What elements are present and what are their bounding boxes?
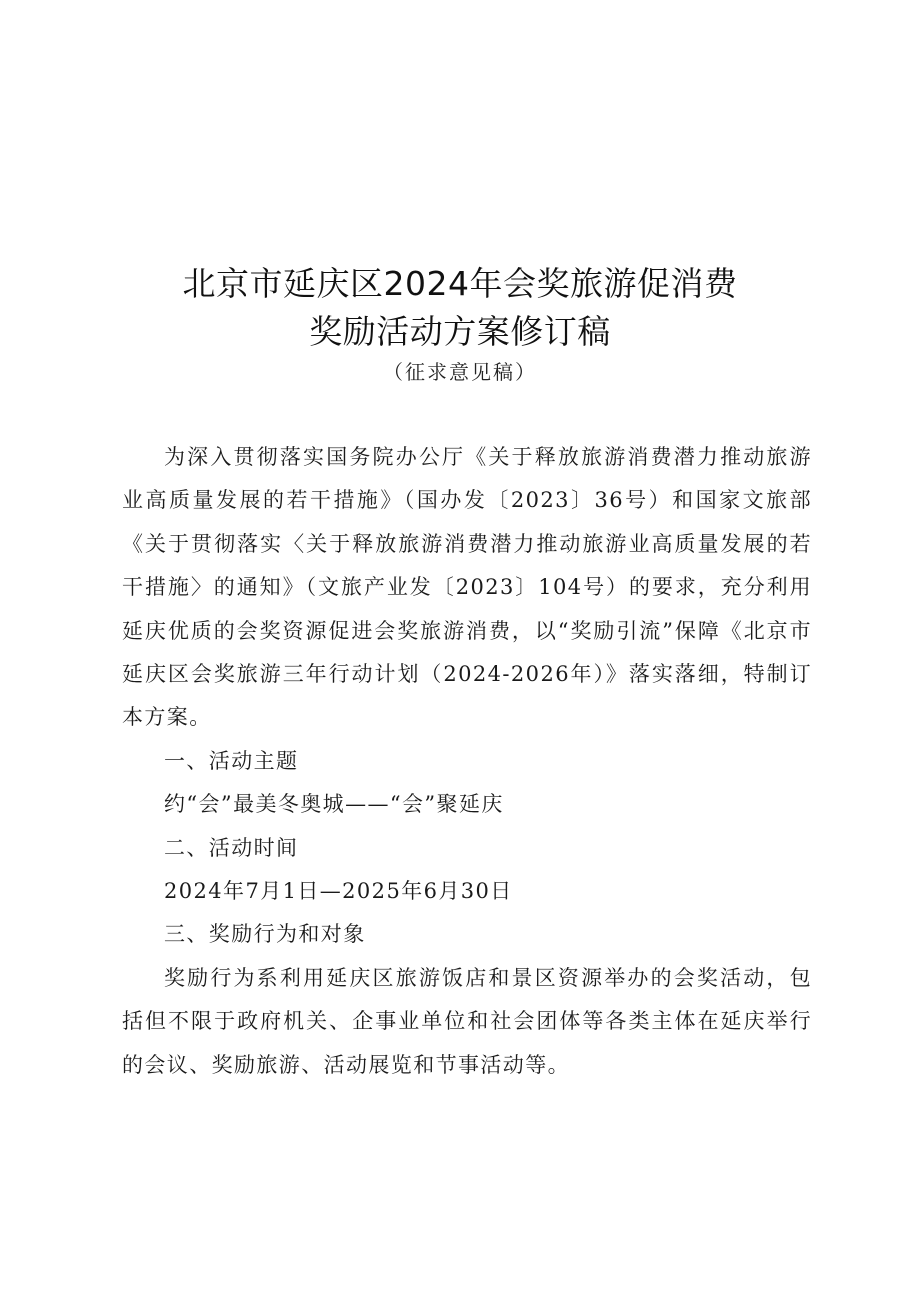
- section-1-text: 约“会”最美冬奥城——“会”聚延庆: [164, 792, 504, 817]
- intro-paragraph: 为深入贯彻落实国务院办公厅《关于释放旅游消费潜力推动旅游业高质量发展的若干措施》（国办发〔2023〕36号）和国家文旅部《关于贯彻落实〈关于释放旅游消费潜力推动旅游业高质量发展的若干措施〉的通知》（文旅产业发〔2023〕104号）的要求，充分利用延庆优质的会奖资源促进会奖旅游消费，以“奖励引流”保障《北京市延庆区会奖旅游三年行动计划（2024-2026年）》落实落细，特制订本方案。: [122, 445, 812, 730]
- section-2-heading: 二、活动时间: [164, 835, 299, 860]
- section-3-text: 奖励行为系利用延庆区旅游饭店和景区资源举办的会奖活动，包括但不限于政府机关、企事业单位和社会团体等各类主体在延庆举行的会议、奖励旅游、活动展览和节事活动等。: [122, 965, 812, 1077]
- section-3-heading: 三、奖励行为和对象: [164, 922, 366, 947]
- document-title-line-2: 奖励活动方案修订稿: [309, 312, 611, 351]
- section-2-text: 2024年7月1日—2025年6月30日: [164, 879, 513, 904]
- section-1-heading: 一、活动主题: [164, 748, 299, 773]
- document-body: [122, 436, 812, 1087]
- document-subtitle: （征求意见稿）: [383, 360, 537, 384]
- document-title-line-1: 北京市延庆区2024年会奖旅游促消费: [182, 264, 738, 303]
